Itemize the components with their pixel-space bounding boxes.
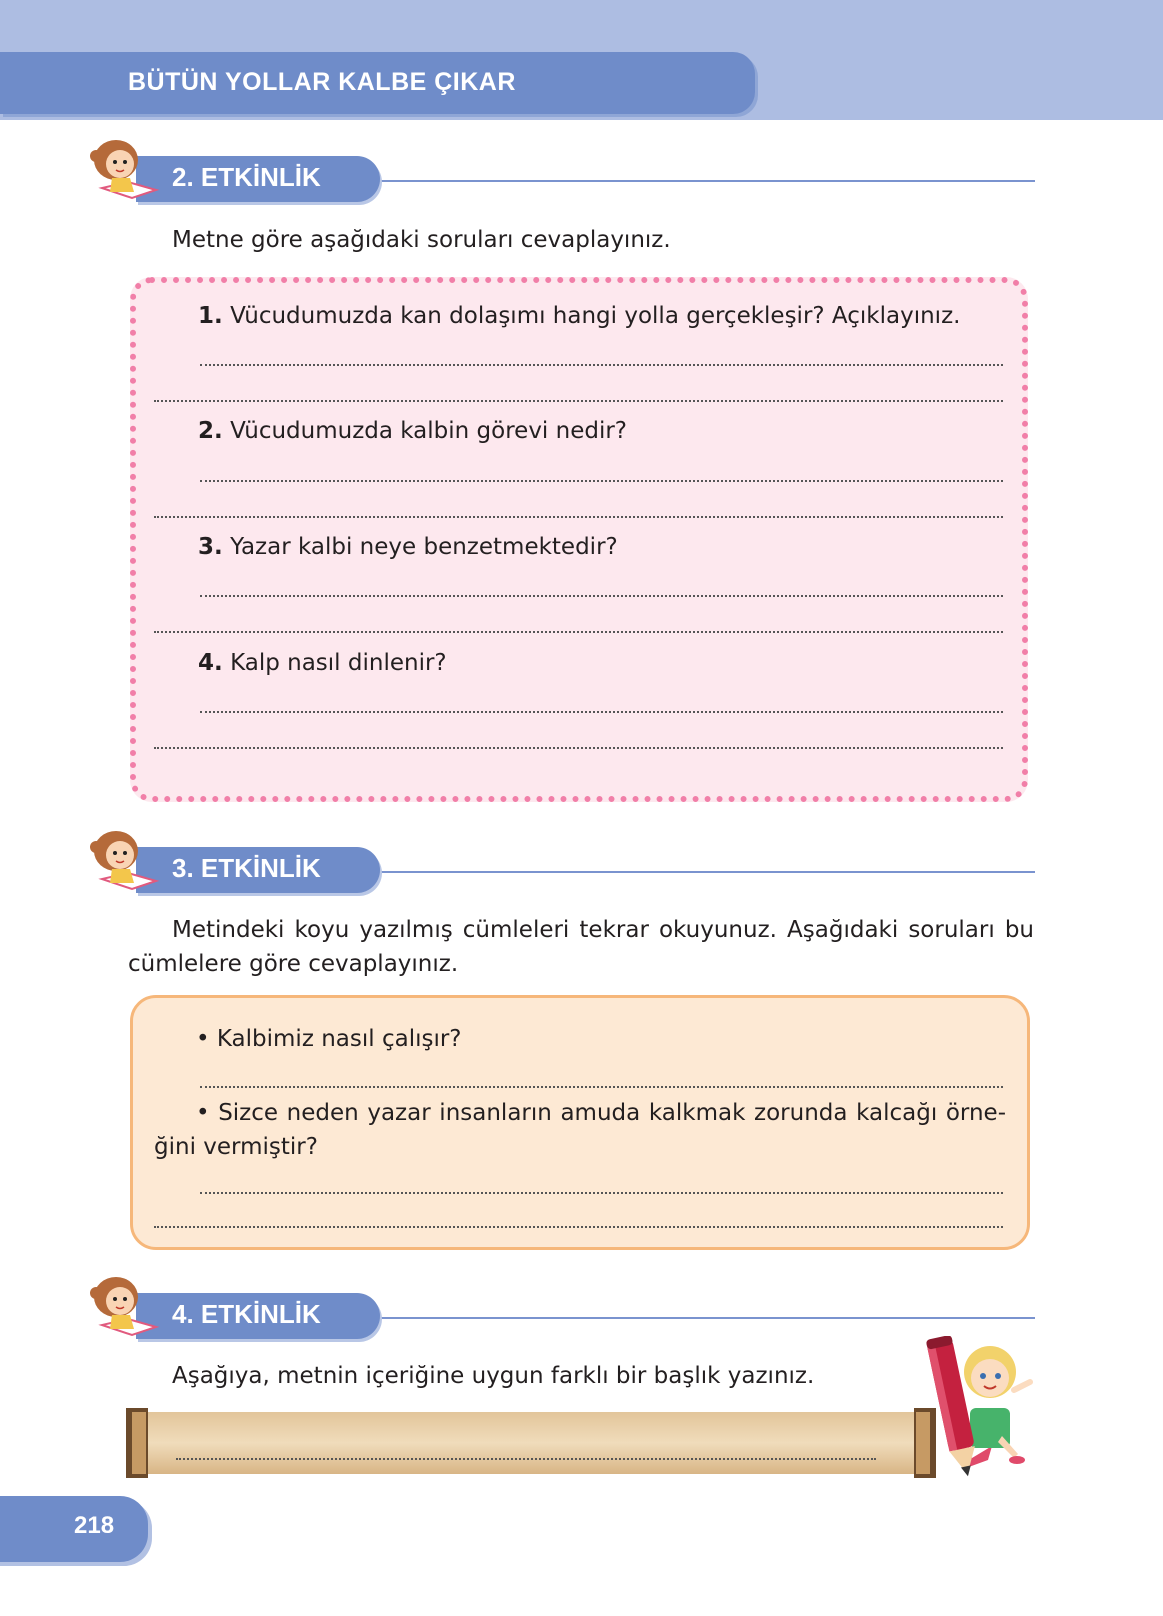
answer-line[interactable] — [200, 480, 1003, 482]
activity2-instruction: Metne göre aşağıdaki soruları cevaplayınız. — [172, 227, 671, 253]
activity4-instruction: Aşağıya, metnin içeriğine uygun farklı bir başlık yazınız. — [172, 1363, 815, 1389]
activity4-title: 4. ETKİNLİK — [172, 1299, 321, 1329]
question-4: 4. Kalp nasıl dinlenir? — [198, 650, 447, 676]
activity3-bullet-1: • Kalbimiz nasıl çalışır? — [196, 1026, 462, 1052]
girl-with-pencil-icon — [922, 1336, 1040, 1486]
question-1: 1. Vücudumuzda kan dolaşımı hangi yolla gerçekleşir? Açıklayınız. — [198, 303, 961, 329]
page-title: BÜTÜN YOLLAR KALBE ÇIKAR — [128, 68, 516, 96]
activity3-bullet-2-line2: ğini vermiştir? — [154, 1134, 318, 1160]
answer-line[interactable] — [200, 1192, 1003, 1194]
answer-line[interactable] — [154, 400, 1003, 402]
parchment-scroll — [126, 1408, 936, 1478]
answer-line[interactable] — [200, 711, 1003, 713]
activity3-instruction-line2: cümlelere göre cevaplayınız. — [128, 951, 459, 977]
title-answer-line[interactable] — [176, 1458, 876, 1460]
activity2-title: 2. ETKİNLİK — [172, 162, 321, 192]
answer-line[interactable] — [200, 595, 1003, 597]
activity3-title: 3. ETKİNLİK — [172, 853, 321, 883]
activity3-instruction-line1: Metindeki koyu yazılmış cümleleri tekrar okuyunuz. Aşağıdaki soruları bu — [172, 917, 1034, 943]
answer-line[interactable] — [154, 747, 1003, 749]
girl-reading-icon — [82, 136, 162, 208]
answer-line[interactable] — [200, 364, 1003, 366]
question-3: 3. Yazar kalbi neye benzetmektedir? — [198, 534, 618, 560]
activity2-divider — [360, 180, 1035, 182]
question-2: 2. Vücudumuzda kalbin görevi nedir? — [198, 418, 628, 444]
girl-reading-icon — [82, 827, 162, 899]
girl-reading-icon — [82, 1273, 162, 1345]
page-number: 218 — [74, 1512, 115, 1539]
answer-line[interactable] — [154, 516, 1003, 518]
activity3-divider — [360, 871, 1035, 873]
answer-line[interactable] — [200, 1086, 1003, 1088]
answer-line[interactable] — [154, 1226, 1003, 1228]
activity3-bullet-2-line1: • Sizce neden yazar insanların amuda kalkmak zorunda kalcağı örne- — [196, 1100, 1006, 1126]
answer-line[interactable] — [154, 631, 1003, 633]
activity4-divider — [360, 1317, 1035, 1319]
